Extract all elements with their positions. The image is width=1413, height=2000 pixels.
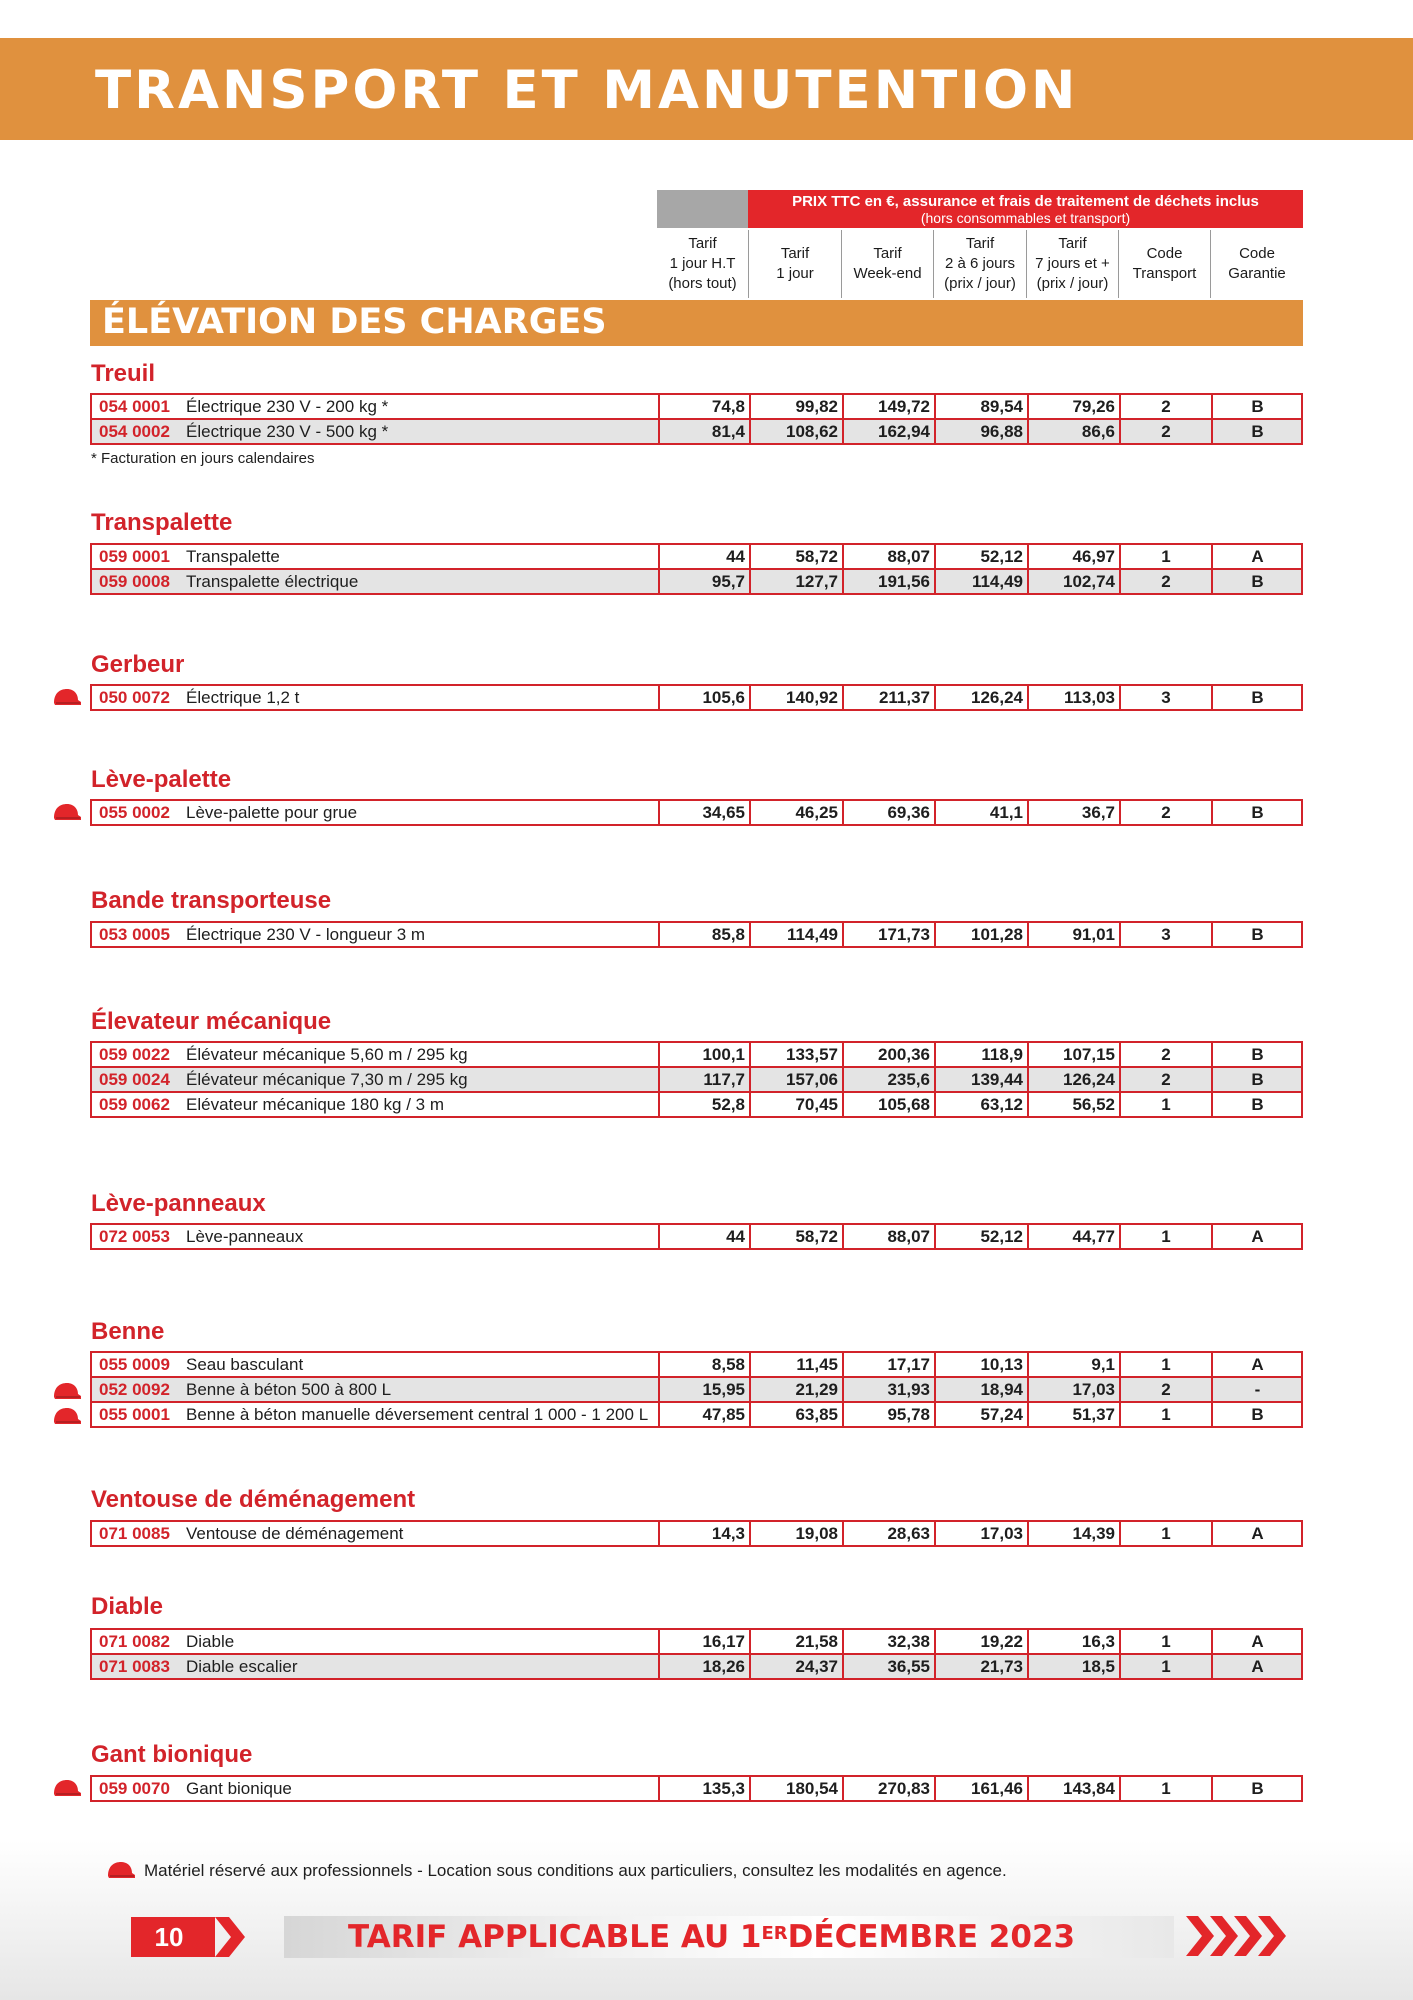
cell-j1: 114,49	[786, 924, 838, 944]
cell-j26: 139,44	[971, 1069, 1023, 1089]
article-description: Elévateur mécanique 180 kg / 3 m	[186, 1094, 444, 1114]
col-header-2-6-jours: Tarif 2 à 6 jours (prix / jour)	[933, 230, 1026, 298]
cell-j26: 52,12	[980, 1226, 1023, 1246]
cell-ht: 34,65	[702, 802, 745, 822]
table-row	[90, 1041, 1303, 1068]
cell-transport: 1	[1161, 1656, 1171, 1676]
cell-we: 95,78	[887, 1404, 930, 1424]
cell-j7: 18,5	[1081, 1656, 1115, 1676]
article-description: Benne à béton manuelle déversement central 1 000 - 1 200 L	[186, 1404, 649, 1424]
tarif-suffix: DÉCEMBRE 2023	[787, 1919, 1076, 1955]
cell-garantie: B	[1251, 1069, 1264, 1089]
cell-we: 149,72	[878, 396, 930, 416]
hard-hat-icon	[52, 802, 82, 822]
cell-transport: 2	[1161, 1044, 1171, 1064]
cell-j7: 14,39	[1072, 1523, 1115, 1543]
cell-ht: 44	[726, 546, 745, 566]
cell-j7: 46,97	[1072, 546, 1115, 566]
cell-j1: 127,7	[795, 571, 838, 591]
cell-j26: 21,73	[980, 1656, 1023, 1676]
cell-transport: 1	[1161, 1778, 1171, 1798]
table-row	[90, 1068, 1303, 1093]
cell-transport: 2	[1161, 571, 1171, 591]
calendar-note: * Facturation en jours calendaires	[91, 450, 315, 467]
cell-we: 200,36	[878, 1044, 930, 1064]
cell-garantie: B	[1251, 924, 1264, 944]
cell-j26: 63,12	[980, 1094, 1023, 1114]
cell-transport: 1	[1161, 546, 1171, 566]
cell-j7: 107,15	[1063, 1044, 1115, 1064]
article-code: 071 0082	[99, 1631, 170, 1651]
cell-we: 211,37	[878, 687, 930, 707]
title-banner	[0, 38, 1413, 140]
article-code: 055 0001	[99, 1404, 170, 1424]
cell-garantie: B	[1251, 802, 1264, 822]
cell-garantie: B	[1251, 571, 1264, 591]
table-row	[90, 799, 1303, 826]
table-row	[90, 1378, 1303, 1403]
section-title: Ventouse de déménagement	[91, 1486, 416, 1513]
table-row	[90, 543, 1303, 570]
cell-j7: 36,7	[1081, 802, 1115, 822]
cell-garantie: B	[1251, 1778, 1264, 1798]
cell-ht: 85,8	[711, 924, 745, 944]
cell-ht: 15,95	[702, 1379, 745, 1399]
section-title: Transpalette	[91, 509, 233, 536]
cell-j1: 140,92	[786, 687, 838, 707]
article-description: Benne à béton 500 à 800 L	[186, 1379, 392, 1399]
cell-garantie: B	[1251, 1094, 1264, 1114]
cell-ht: 16,17	[702, 1631, 745, 1651]
article-description: Ventouse de déménagement	[186, 1523, 404, 1543]
cell-j26: 10,13	[980, 1354, 1023, 1374]
cell-we: 88,07	[887, 1226, 930, 1246]
article-code: 052 0092	[99, 1379, 170, 1399]
section-title: Lève-palette	[91, 766, 232, 793]
article-description: Élévateur mécanique 7,30 m / 295 kg	[186, 1069, 468, 1089]
cell-garantie: B	[1251, 396, 1264, 416]
section-title: Benne	[91, 1318, 165, 1345]
cell-j7: 16,3	[1081, 1631, 1115, 1651]
article-description: Gant bionique	[186, 1778, 292, 1798]
section-title: Élevateur mécanique	[91, 1008, 332, 1035]
cell-ht: 44	[726, 1226, 745, 1246]
cell-j1: 133,57	[786, 1044, 838, 1064]
article-code: 072 0053	[99, 1226, 170, 1246]
table-row	[90, 420, 1303, 445]
article-description: Transpalette électrique	[186, 571, 359, 591]
section-title: Gant bionique	[91, 1741, 253, 1768]
cell-j7: 143,84	[1063, 1778, 1115, 1798]
cell-j26: 114,49	[971, 571, 1023, 591]
cell-ht: 52,8	[711, 1094, 745, 1114]
cell-transport: 1	[1161, 1094, 1171, 1114]
cell-transport: 2	[1161, 396, 1171, 416]
page-title: TRANSPORT ET MANUTENTION	[95, 60, 1079, 121]
table-row	[90, 1351, 1303, 1378]
cell-j7: 51,37	[1072, 1404, 1115, 1424]
tarif-prefix: TARIF APPLICABLE AU 1	[348, 1919, 762, 1955]
cell-j1: 11,45	[796, 1354, 838, 1374]
cell-garantie: A	[1251, 1656, 1264, 1676]
cell-j26: 118,9	[981, 1044, 1023, 1064]
cell-we: 235,6	[887, 1069, 930, 1089]
article-code: 059 0062	[99, 1094, 170, 1114]
cell-j26: 126,24	[971, 687, 1023, 707]
cell-j26: 52,12	[980, 546, 1023, 566]
cell-we: 171,73	[878, 924, 930, 944]
cell-ht: 8,58	[711, 1354, 745, 1374]
cell-j7: 17,03	[1072, 1379, 1115, 1399]
cell-j1: 70,45	[795, 1094, 838, 1114]
table-row	[90, 1775, 1303, 1802]
cell-garantie: A	[1251, 1354, 1264, 1374]
cell-j7: 91,01	[1072, 924, 1115, 944]
article-description: Électrique 230 V - 200 kg *	[186, 396, 389, 416]
cell-we: 191,56	[878, 571, 930, 591]
tarif-sup: ER	[761, 1922, 788, 1944]
cell-j1: 63,85	[795, 1404, 838, 1424]
col-header-code-transport: Code Transport	[1118, 230, 1210, 298]
article-code: 071 0083	[99, 1656, 170, 1676]
cell-we: 105,68	[878, 1094, 930, 1114]
cell-garantie: A	[1251, 1226, 1264, 1246]
cell-we: 31,93	[887, 1379, 930, 1399]
article-description: Diable	[186, 1631, 235, 1651]
col-header-7-jours: Tarif 7 jours et + (prix / jour)	[1026, 230, 1118, 298]
cell-we: 32,38	[887, 1631, 930, 1651]
chevron-right-icon	[1186, 1913, 1286, 1959]
cell-garantie: B	[1251, 687, 1264, 707]
cell-we: 270,83	[878, 1778, 930, 1798]
cell-j1: 58,72	[795, 1226, 838, 1246]
cell-we: 162,94	[878, 421, 930, 441]
cell-j26: 41,1	[989, 802, 1023, 822]
cell-j26: 161,46	[971, 1778, 1023, 1798]
cell-j26: 18,94	[980, 1379, 1023, 1399]
article-code: 055 0002	[99, 802, 170, 822]
table-row	[90, 1628, 1303, 1655]
cell-j7: 56,52	[1072, 1094, 1115, 1114]
cell-ht: 117,7	[703, 1069, 745, 1089]
article-code: 059 0024	[99, 1069, 170, 1089]
article-code: 059 0001	[99, 546, 170, 566]
table-row	[90, 1403, 1303, 1428]
section-title: Bande transporteuse	[91, 887, 332, 914]
page-number: 10	[154, 1921, 184, 1952]
article-description: Lève-palette pour grue	[186, 802, 358, 822]
cell-ht: 47,85	[702, 1404, 745, 1424]
cell-j26: 89,54	[980, 396, 1023, 416]
cell-j1: 19,08	[795, 1523, 838, 1543]
table-row	[90, 1223, 1303, 1250]
table-row	[90, 570, 1303, 595]
article-code: 050 0072	[99, 687, 170, 707]
article-description: Électrique 1,2 t	[186, 687, 300, 707]
price-header-line1: PRIX TTC en €, assurance et frais de traitement de déchets inclus	[792, 193, 1259, 210]
cell-transport: 2	[1161, 1379, 1171, 1399]
section-title: Treuil	[91, 360, 156, 387]
category-title: ÉLÉVATION DES CHARGES	[102, 302, 607, 342]
cell-garantie: B	[1251, 1404, 1264, 1424]
cell-j7: 86,6	[1081, 421, 1115, 441]
ht-column-band	[657, 190, 748, 228]
cell-j1: 21,29	[795, 1379, 838, 1399]
cell-j7: 79,26	[1072, 396, 1115, 416]
cell-j26: 101,28	[971, 924, 1023, 944]
table-row	[90, 684, 1303, 711]
section-title: Lève-panneaux	[91, 1190, 266, 1217]
article-code: 054 0001	[99, 396, 170, 416]
cell-ht: 95,7	[711, 571, 745, 591]
cell-j26: 96,88	[980, 421, 1023, 441]
cell-j26: 19,22	[980, 1631, 1023, 1651]
article-description: Élévateur mécanique 5,60 m / 295 kg	[186, 1044, 468, 1064]
table-row	[90, 1655, 1303, 1680]
cell-j1: 99,82	[795, 396, 838, 416]
hard-hat-icon	[52, 1406, 82, 1426]
hard-hat-icon	[52, 687, 82, 707]
article-description: Électrique 230 V - longueur 3 m	[186, 924, 426, 944]
section-title: Diable	[91, 1593, 164, 1620]
table-row	[90, 921, 1303, 948]
article-code: 059 0008	[99, 571, 170, 591]
hard-hat-icon	[106, 1860, 136, 1880]
col-header-1-jour: Tarif 1 jour	[748, 230, 841, 298]
price-header	[748, 190, 1303, 228]
cell-j7: 44,77	[1072, 1226, 1115, 1246]
cell-j26: 57,24	[980, 1404, 1023, 1424]
cell-transport: 2	[1161, 1069, 1171, 1089]
category-bar	[90, 300, 1303, 346]
cell-garantie: B	[1251, 421, 1264, 441]
tarif-date	[348, 1916, 1075, 1958]
col-header-code-garantie: Code Garantie	[1210, 230, 1303, 298]
cell-transport: 1	[1161, 1523, 1171, 1543]
cell-j1: 157,06	[786, 1069, 838, 1089]
cell-ht: 14,3	[711, 1523, 745, 1543]
cell-j1: 58,72	[795, 546, 838, 566]
cell-ht: 135,3	[702, 1778, 745, 1798]
cell-transport: 2	[1161, 421, 1171, 441]
hard-hat-icon	[52, 1381, 82, 1401]
cell-ht: 74,8	[711, 396, 745, 416]
table-row	[90, 393, 1303, 420]
cell-ht: 81,4	[711, 421, 745, 441]
footnote: Matériel réservé aux professionnels - Location sous conditions aux particuliers, consultez les modalités en agence.	[144, 1861, 1007, 1880]
chevron-right-icon	[215, 1917, 249, 1957]
table-row	[90, 1520, 1303, 1547]
article-code: 053 0005	[99, 924, 170, 944]
cell-ht: 100,1	[702, 1044, 745, 1064]
cell-transport: 2	[1161, 802, 1171, 822]
article-description: Lève-panneaux	[186, 1226, 304, 1246]
article-code: 071 0085	[99, 1523, 170, 1543]
cell-j26: 17,03	[980, 1523, 1023, 1543]
article-description: Diable escalier	[186, 1656, 298, 1676]
cell-garantie: A	[1251, 1631, 1264, 1651]
cell-transport: 1	[1161, 1354, 1171, 1374]
cell-we: 17,17	[887, 1354, 930, 1374]
hard-hat-icon	[52, 1778, 82, 1798]
cell-we: 28,63	[887, 1523, 930, 1543]
cell-transport: 1	[1161, 1404, 1171, 1424]
article-code: 059 0070	[99, 1778, 170, 1798]
cell-j7: 9,1	[1091, 1354, 1115, 1374]
cell-ht: 105,6	[702, 687, 745, 707]
cell-transport: 1	[1161, 1226, 1171, 1246]
cell-we: 69,36	[887, 802, 930, 822]
col-header-week-end: Tarif Week-end	[841, 230, 933, 298]
cell-ht: 18,26	[702, 1656, 745, 1676]
article-code: 059 0022	[99, 1044, 170, 1064]
article-description: Électrique 230 V - 500 kg *	[186, 421, 389, 441]
article-description: Seau basculant	[186, 1354, 304, 1374]
cell-transport: 3	[1161, 687, 1171, 707]
cell-j7: 113,03	[1063, 687, 1115, 707]
cell-j1: 180,54	[786, 1778, 838, 1798]
cell-transport: 3	[1161, 924, 1171, 944]
cell-j1: 21,58	[795, 1631, 838, 1651]
price-header-line2: (hors consommables et transport)	[920, 210, 1131, 226]
cell-j1: 24,37	[795, 1656, 838, 1676]
article-code: 055 0009	[99, 1354, 170, 1374]
cell-we: 88,07	[887, 546, 930, 566]
cell-j1: 46,25	[795, 802, 838, 822]
section-title: Gerbeur	[91, 651, 185, 678]
table-row	[90, 1093, 1303, 1118]
cell-transport: 1	[1161, 1631, 1171, 1651]
col-header-ht: Tarif 1 jour H.T (hors tout)	[668, 235, 737, 292]
cell-j7: 126,24	[1063, 1069, 1115, 1089]
cell-j1: 108,62	[786, 421, 838, 441]
cell-j7: 102,74	[1063, 571, 1115, 591]
cell-garantie: -	[1254, 1379, 1261, 1399]
article-code: 054 0002	[99, 421, 170, 441]
cell-garantie: B	[1251, 1044, 1264, 1064]
cell-we: 36,55	[887, 1656, 930, 1676]
article-description: Transpalette	[186, 546, 280, 566]
cell-garantie: A	[1251, 1523, 1264, 1543]
cell-garantie: A	[1251, 546, 1264, 566]
